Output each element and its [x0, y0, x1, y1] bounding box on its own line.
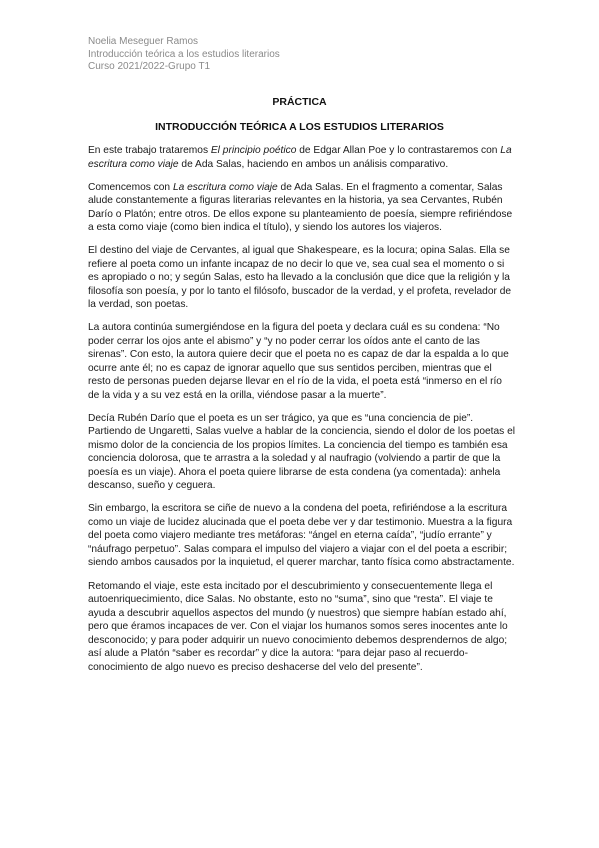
course-name: Introducción teórica a los estudios literarios [88, 48, 280, 60]
paragraph-2-text-a: Comencemos con [88, 181, 173, 193]
paragraph-1-text-c: de Edgar Allan Poe y lo contrastaremos con [296, 145, 501, 156]
paragraph-1-title-salas: La escritura como viaje [88, 145, 512, 170]
document-subtitle: INTRODUCCIÓN TEÓRICA A LOS ESTUDIOS LITERARIOS [155, 121, 444, 133]
document-body [88, 144, 516, 684]
paragraph-1-text-e: de Ada Salas, haciendo en ambos un análisis comparativo. [178, 158, 449, 170]
paragraph-1-text-a: En este trabajo trataremos [88, 145, 211, 156]
document-title: PRÁCTICA [272, 96, 327, 108]
paragraph-2-text-c: de Ada Salas. En el fragmento a comentar, Salas alude constantemente a figuras literarias relevantes en la historia, ya sea Cervantes, Rubén Darío o Platón; entre otros. De ellos expone su planteamiento de poesía, siempre refiriéndose a esta como viaje (como bien indica el título), y siendo los autores los viajeros. [88, 181, 513, 234]
paragraph-6: Sin embargo, la escritora se ciñe de nuevo a la condena del poeta, refiriéndose a la escritura como un viaje de lucidez alucinada que el poeta debe ver y dar testimonio. Muestra a la figura del poeta como viajero mediante tres metáforas: “ángel en eterna caída”, “judío errante” y “náufrago perpetuo”. Salas compara el impulso del viajero a viajar con el del poeta a escribir; siendo ambos causados por la inquietud, el querer marchar, tanto física como abstractamente. [88, 503, 515, 569]
author-name: Noelia Meseguer Ramos [88, 36, 199, 47]
paragraph-1 [88, 144, 516, 171]
paragraph-1-title-poe: El principio poético [210, 145, 297, 156]
document-header [88, 36, 280, 74]
paragraph-3: El destino del viaje de Cervantes, al igual que Shakespeare, es la locura; opina Salas. Ella se refiere al poeta como un infante incapaz de no decir lo que ve, sea cual sea el momento o si es apropiado o no; y según Salas, esto ha llevado a la conclusión que dice que la religión y la filosofía son poesía, y por lo tanto el filósofo, buscador de la verdad, y el profeta, revelador de la verdad, son poetas. [88, 245, 512, 311]
paragraph-2 [88, 181, 516, 235]
paragraph-2-title-salas: La escritura como viaje [172, 181, 278, 193]
paragraph-7: Retomando el viaje, este esta incitado por el descubrimiento y consecuentemente llega el autoenriquecimiento, dice Salas. No obstante, esto no “suma”, sino que “resta”. El viaje te ayuda a descubrir aquellos aspectos del mundo (y nuestros) que siempre habían estado ahí, pero que éramos incapaces de ver. Con el viajar los humanos somos seres inocentes ante lo desconocido; y para poder adquirir un nuevo conocimiento debemos desprendernos de algo; así alude a Platón “saber es recordar” y dice la autora: “para dejar paso al recuerdo-conocimiento de algo nuevo es preciso deshacerse del velo del presente”. [88, 580, 508, 673]
course-group: Curso 2021/2022-Grupo T1 [88, 61, 211, 72]
paragraph-4: La autora continúa sumergiéndose en la figura del poeta y declara cuál es su condena: “No poder cerrar los ojos ante el abismo” y “y no poder cerrar los oídos ante el canto de las sirenas”. Con esto, la autora quiere decir que el poeta no es capaz de dar la espalda a lo que ocurre ante él; no es capaz de ignorar aquello que sus sentidos perciben, mientras que el resto de personas pueden dejarse llevar en el río de la vida, el poeta está “inmerso en el río de la vida y a su vez está en la orilla, viéndose pasar a la muerte”. [88, 322, 509, 401]
paragraph-5: Decía Rubén Darío que el poeta es un ser trágico, ya que es “una conciencia de pie”. Partiendo de Ungaretti, Salas vuelve a hablar de la conciencia, siendo el dolor de los poetas el mismo dolor de la conciencia de los propios límites. La conciencia del tiempo es también esa conciencia dolorosa, que te arrastra a la soledad y al naufragio (volviendo a partir de que la poesía es un viaje). Ahora el poeta quiere librarse de esta condena (ya comentada): anhela descanso, sueño y ceguera. [88, 412, 516, 492]
